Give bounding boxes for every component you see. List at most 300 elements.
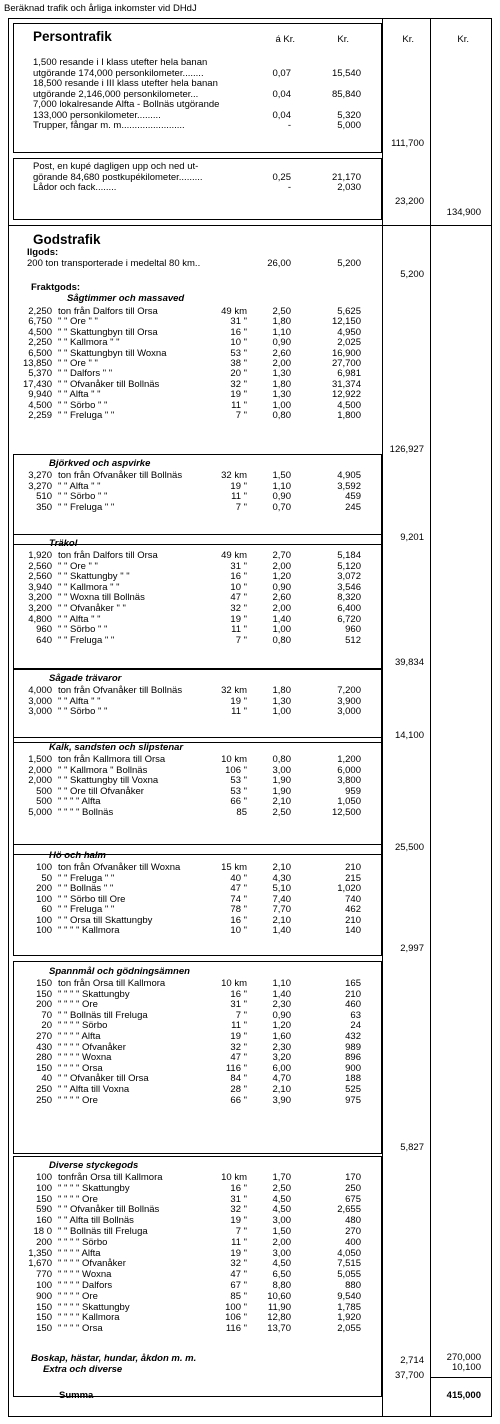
goods-row-desc: " " Freluga " " [58, 634, 115, 646]
goods-group-title: Hö och halm [49, 850, 107, 861]
goods-row-km: 53 " [230, 347, 247, 359]
goods-row-desc: " " Bollnäs till Freluga [58, 1009, 148, 1021]
ilgods-line: 200 ton transporterade i medeltal 80 km.. [27, 258, 201, 269]
goods-row-desc: " " " " Woxna [58, 1269, 112, 1281]
goods-row-km: 10 km [221, 978, 247, 989]
goods-row-km: 10 " [230, 337, 247, 349]
goods-row-km: 106 " [225, 1312, 247, 1324]
person-rate-kr: 85,840 [331, 88, 361, 100]
goods-row-ton: 150 [36, 978, 52, 989]
goods-row-a: 1,00 [272, 399, 291, 411]
goods-row-ton: 4,800 [28, 613, 52, 625]
goods-row-kr: 12,500 [331, 807, 361, 818]
goods-group-subtotal: 37,700 [394, 1370, 424, 1381]
goods-row-ton: 2,560 [28, 560, 52, 572]
goods-row-kr: 462 [345, 904, 361, 915]
goods-row-kr: 989 [345, 1041, 361, 1053]
goods-row-km: 53 " [230, 775, 247, 787]
goods-row-kr: 245 [345, 501, 361, 513]
goods-row-km: 19 " [230, 613, 247, 625]
goods-row-desc: ton från Dalfors till Orsa [58, 306, 158, 317]
goods-row-ton: 9,940 [28, 389, 52, 401]
goods-group-subtotal: 2,997 [400, 943, 424, 954]
goods-row-desc: " " Orsa till Skattungby [58, 914, 153, 926]
goods-title: Godstrafik [33, 232, 101, 247]
post-rate-a: - [287, 182, 291, 193]
goods-row-ton: 4,500 [28, 399, 52, 411]
goods-row-km: 100 " [225, 1301, 247, 1313]
goods-row-kr: 2,025 [337, 337, 361, 349]
goods-row-ton: 280 [36, 1052, 52, 1064]
goods-row-km: 47 " [230, 883, 247, 894]
goods-row-km: 19 " [230, 695, 247, 707]
goods-row-a: 2,10 [272, 1084, 291, 1095]
ilgods-a: 26,00 [267, 258, 291, 269]
goods-row-a: 4,50 [272, 1193, 291, 1205]
summa-rule [430, 1377, 491, 1378]
goods-row-a: 1,40 [272, 925, 291, 936]
goods-row-desc: " " Ore " " [58, 358, 98, 369]
goods-row-kr: 5,120 [337, 560, 361, 572]
goods-row-kr: 5,184 [337, 550, 361, 561]
goods-row-desc: " " " " Ofvanåker [58, 1258, 126, 1270]
goods-row-a: 12,80 [267, 1312, 291, 1324]
goods-row-kr: 188 [345, 1073, 361, 1085]
person-rate-kr: 15,540 [331, 67, 361, 79]
goods-row-kr: 1,920 [337, 1312, 361, 1324]
post-rate-a: 0,25 [272, 171, 291, 183]
goods-row-desc: " " " " Sörbo [58, 1020, 108, 1032]
goods-row-kr: 4,500 [337, 399, 361, 411]
goods-row-a: 8,80 [272, 1280, 291, 1291]
goods-row-kr: 7,515 [337, 1258, 361, 1270]
goods-row-a: 1,80 [272, 378, 291, 390]
goods-row-desc: ton från Kallmora till Orsa [58, 754, 166, 765]
goods-row-kr: 1,785 [337, 1301, 361, 1313]
goods-row-km: 11 " [231, 399, 247, 411]
goods-row-ton: 2,000 [28, 775, 52, 787]
goods-row-ton: 5,000 [28, 807, 52, 818]
goods-row-kr: 1,200 [337, 754, 361, 765]
goods-row-a: 2,00 [272, 560, 291, 572]
goods-row-desc: " " Skattungby till Voxna [58, 775, 159, 787]
goods-row-a: 2,10 [272, 796, 291, 808]
goods-row-desc: " " Kallmora " " [58, 581, 120, 593]
goods-row-desc: tonfrån Orsa till Kallmora [58, 1172, 163, 1183]
person-line: utgörande 2,146,000 personkilometer... [33, 88, 199, 100]
goods-row-desc: " " " " Skattungby [58, 988, 130, 1000]
goods-row-kr: 3,900 [337, 695, 361, 707]
goods-row-a: 6,00 [272, 1062, 291, 1074]
goods-row-desc: " " Freluga " " [58, 501, 115, 513]
goods-row-kr: 900 [345, 1062, 361, 1074]
goods-row-ton: 2,560 [28, 571, 52, 583]
goods-row-desc: " " Skattungbyn till Orsa [58, 326, 158, 338]
goods-row-a: 1,10 [272, 480, 291, 492]
goods-row-a: 2,70 [272, 550, 291, 561]
goods-row-ton: 2,250 [28, 306, 52, 317]
person-line: 133,000 personkilometer......... [33, 109, 161, 121]
goods-row-desc: " " Bollnäs till Freluga [58, 1226, 148, 1237]
goods-row-a: 2,50 [272, 306, 291, 317]
goods-row-ton: 1,500 [28, 754, 52, 765]
goods-row-ton: 960 [36, 624, 52, 636]
goods-row-a: 1,30 [272, 368, 291, 380]
goods-group-subtotal: 5,827 [400, 1142, 424, 1153]
goods-row-km: 32 " [230, 378, 247, 390]
goods-row-ton: 1,350 [28, 1247, 52, 1259]
goods-row-a: 3,00 [272, 1215, 291, 1227]
goods-row-a: 0,90 [272, 581, 291, 593]
goods-row-desc: ton från Ofvanåker till Woxna [58, 862, 181, 873]
goods-row-km: 116 " [225, 1062, 247, 1074]
goods-row-ton: 18 0 [33, 1226, 52, 1237]
goods-row-desc: " " Alfta " " [58, 389, 101, 401]
goods-row-ton: 2,250 [28, 337, 52, 349]
goods-row-kr: 6,981 [337, 368, 361, 380]
person-title: Persontrafik [33, 29, 112, 44]
goods-row-ton: 1,920 [28, 550, 52, 561]
goods-row-kr: 12,150 [331, 316, 361, 328]
goods-row-km: 84 " [230, 1073, 247, 1085]
goods-row-km: 19 " [230, 480, 247, 492]
post-rate-kr: 21,170 [331, 171, 361, 183]
goods-row-desc: " " Kallmora " Bollnäs [58, 764, 148, 776]
goods-row-kr: 8,320 [337, 592, 361, 604]
goods-row-ton: 510 [36, 491, 52, 502]
goods-group-title: Björkved och aspvirke [49, 458, 151, 469]
goods-total: 270,000 [446, 1352, 481, 1363]
goods-row-desc: " " " " Skattungby [58, 1301, 130, 1313]
goods-row-kr: 12,922 [331, 389, 361, 401]
ilgods-kr: 5,200 [337, 258, 361, 269]
goods-group-title: Kalk, sandsten och slipstenar [49, 742, 184, 753]
person-line: 7,000 lokalresande Alfta - Bollnäs utgörande [33, 99, 220, 110]
ilgods-label: Ilgods: [27, 247, 59, 258]
goods-row-kr: 400 [345, 1236, 361, 1248]
goods-row-kr: 170 [345, 1172, 361, 1183]
goods-row-ton: 6,500 [28, 347, 52, 359]
goods-row-a: 3,00 [272, 1247, 291, 1259]
goods-row-kr: 432 [345, 1031, 361, 1042]
header-a-kr: á Kr. [275, 34, 295, 45]
goods-row-kr: 140 [345, 925, 361, 936]
goods-row-ton: 500 [36, 796, 52, 808]
goods-row-ton: 100 [36, 914, 52, 926]
goods-row-a: 7,70 [272, 904, 291, 915]
goods-row-km: 106 " [225, 764, 247, 776]
goods-row-a: 0,90 [272, 491, 291, 502]
goods-row-kr: 24 [350, 1020, 361, 1032]
goods-row-a: 4,50 [272, 1204, 291, 1216]
goods-row-km: 11 " [231, 491, 247, 502]
goods-row-km: 66 " [230, 796, 247, 808]
goods-row-desc: " " Alfta " " [58, 695, 101, 707]
summa-value: 415,000 [446, 1390, 481, 1401]
goods-row-desc: ton från Dalfors till Orsa [58, 550, 158, 561]
goods-row-desc: " " Sörbo " " [58, 399, 108, 411]
goods-row-km: 20 " [230, 368, 247, 380]
goods-row-desc: " " " " Alfta [58, 1247, 101, 1259]
goods-row-ton: 3,200 [28, 603, 52, 614]
goods-row-km: 19 " [230, 1215, 247, 1227]
goods-row-kr: 9,540 [337, 1290, 361, 1302]
goods-row-a: 0,80 [272, 754, 291, 765]
goods-row-desc: " " " " Kallmora [58, 1312, 120, 1324]
goods-row-km: 47 " [230, 1269, 247, 1281]
goods-row-desc: " " " " Bollnäs [58, 807, 114, 818]
goods-row-a: 2,30 [272, 999, 291, 1011]
goods-row-kr: 4,905 [337, 470, 361, 481]
goods-row-kr: 6,400 [337, 603, 361, 614]
goods-row-desc: ton från Orsa till Kallmora [58, 978, 166, 989]
goods-row-kr: 210 [345, 914, 361, 926]
goods-row-a: 0,90 [272, 337, 291, 349]
post-line: Post, en kupé dagligen upp och ned ut- [33, 161, 199, 172]
goods-row-ton: 2,000 [28, 764, 52, 776]
goods-group-title: Sågade trävaror [49, 673, 122, 684]
goods-row-ton: 3,000 [28, 695, 52, 707]
goods-row-a: 0,80 [272, 634, 291, 646]
post-subtotal: 23,200 [394, 196, 424, 207]
goods-row-km: 7 " [235, 634, 247, 646]
goods-row-kr: 3,000 [337, 706, 361, 717]
goods-row-ton: 250 [36, 1094, 52, 1106]
goods-row-a: 1,00 [272, 706, 291, 717]
goods-row-desc: " " Alfta till Bollnäs [58, 1215, 134, 1227]
post-line: görande 84,680 postkupékilometer......... [33, 171, 203, 183]
column-rule-1 [382, 19, 383, 1416]
goods-row-ton: 100 [36, 1280, 52, 1291]
goods-row-desc: " " Ore till Ofvanåker [58, 785, 144, 797]
goods-row-desc: " " Freluga " " [58, 904, 115, 915]
header-kr-3: Kr. [457, 34, 469, 45]
goods-row-kr: 6,000 [337, 764, 361, 776]
goods-row-a: 2,50 [272, 807, 291, 818]
goods-row-kr: 740 [345, 893, 361, 905]
goods-row-a: 1,90 [272, 775, 291, 787]
goods-row-a: 2,10 [272, 914, 291, 926]
goods-row-km: 32 km [221, 470, 247, 481]
goods-row-km: 32 " [230, 1204, 247, 1216]
goods-row-desc: " " " " Ore [58, 999, 98, 1011]
goods-row-ton: 100 [36, 893, 52, 905]
goods-row-kr: 31,374 [331, 378, 361, 390]
goods-row-kr: 250 [345, 1182, 361, 1194]
goods-row-desc: " " Ofvanåker till Orsa [58, 1073, 149, 1085]
goods-row-km: 16 " [230, 988, 247, 1000]
goods-row-km: 7 " [235, 410, 247, 421]
person-rate-a: - [287, 120, 291, 131]
goods-row-ton: 350 [36, 501, 52, 513]
goods-row-ton: 770 [36, 1269, 52, 1281]
goods-row-desc: " " Woxna till Bollnäs [58, 592, 145, 604]
goods-row-a: 2,10 [272, 862, 291, 873]
ledger-table [8, 18, 492, 1417]
goods-row-km: 11 " [231, 706, 247, 717]
boskap-label: Boskap, hästar, hundar, åkdon m. m. [31, 1353, 197, 1364]
goods-row-a: 4,70 [272, 1073, 291, 1085]
goods-row-km: 85 [236, 807, 247, 818]
section-divider [9, 225, 491, 226]
goods-row-kr: 1,800 [337, 410, 361, 421]
goods-row-kr: 6,720 [337, 613, 361, 625]
goods-row-ton: 640 [36, 634, 52, 646]
goods-row-desc: " " Sörbo till Ore [58, 893, 126, 905]
goods-row-ton: 3,000 [28, 706, 52, 717]
goods-row-ton: 270 [36, 1031, 52, 1042]
goods-row-km: 31 " [230, 999, 247, 1011]
goods-row-kr: 3,592 [337, 480, 361, 492]
goods-row-km: 31 " [230, 560, 247, 572]
goods-row-ton: 2,259 [28, 410, 52, 421]
goods-row-desc: " " " " Woxna [58, 1052, 112, 1064]
goods-row-km: 10 " [230, 581, 247, 593]
goods-row-a: 1,70 [272, 1172, 291, 1183]
summa-label: Summa [59, 1390, 94, 1401]
goods-row-desc: " " Freluga " " [58, 410, 115, 421]
goods-row-a: 2,00 [272, 1236, 291, 1248]
goods-row-km: 49 km [221, 306, 247, 317]
goods-row-a: 1,90 [272, 785, 291, 797]
person-line: 1,500 resande i I klass utefter hela banan [33, 57, 208, 68]
post-rate-kr: 2,030 [337, 182, 361, 193]
person-rate-kr: 5,000 [337, 120, 361, 131]
goods-row-km: 10 " [230, 925, 247, 936]
ilgods-subtotal: 5,200 [400, 269, 424, 280]
goods-row-km: 10 km [221, 754, 247, 765]
goods-row-kr: 5,055 [337, 1269, 361, 1281]
goods-row-a: 1,50 [272, 470, 291, 481]
goods-row-km: 32 km [221, 685, 247, 696]
goods-row-ton: 900 [36, 1290, 52, 1302]
goods-row-a: 1,40 [272, 988, 291, 1000]
goods-row-a: 13,70 [267, 1323, 291, 1335]
goods-row-ton: 200 [36, 883, 52, 894]
goods-row-ton: 100 [36, 925, 52, 936]
goods-row-a: 4,30 [272, 872, 291, 884]
fraktgods-label: Fraktgods: [31, 282, 81, 293]
goods-row-desc: " " Sörbo " " [58, 624, 108, 636]
goods-row-km: 19 " [230, 389, 247, 401]
goods-row-km: 16 " [230, 1182, 247, 1194]
goods-group-title: Sågtimmer och massaved [67, 293, 185, 304]
header-kr-1: Kr. [337, 34, 349, 45]
extra-value: 10,100 [451, 1362, 481, 1373]
goods-group-title: Diverse styckegods [49, 1160, 139, 1171]
goods-row-desc: " " Skattungbyn till Woxna [58, 347, 167, 359]
goods-row-a: 0,80 [272, 410, 291, 421]
goods-row-desc: " " Sörbo " " [58, 491, 108, 502]
goods-row-ton: 3,200 [28, 592, 52, 604]
column-rule-2 [430, 19, 431, 1416]
goods-row-desc: " " Ofvanåker " " [58, 603, 126, 614]
goods-row-kr: 675 [345, 1193, 361, 1205]
goods-row-ton: 3,270 [28, 470, 52, 481]
goods-row-km: 53 " [230, 785, 247, 797]
goods-row-desc: " " " " Ore [58, 1290, 98, 1302]
goods-row-km: 16 " [230, 326, 247, 338]
goods-row-a: 5,10 [272, 883, 291, 894]
goods-row-desc: " " " " Skattungby [58, 1182, 130, 1194]
goods-row-a: 2,00 [272, 358, 291, 369]
person-total: 134,900 [446, 207, 481, 218]
goods-row-ton: 1,670 [28, 1258, 52, 1270]
goods-row-ton: 500 [36, 785, 52, 797]
boskap-value: 2,714 [400, 1355, 424, 1366]
goods-row-a: 6,50 [272, 1269, 291, 1281]
goods-row-desc: " " Dalfors " " [58, 368, 113, 380]
post-line: Lådor och fack........ [33, 182, 117, 193]
goods-row-desc: " " Sörbo " " [58, 706, 108, 717]
goods-row-kr: 480 [345, 1215, 361, 1227]
goods-row-km: 31 " [230, 1193, 247, 1205]
goods-row-ton: 250 [36, 1084, 52, 1095]
goods-row-desc: " " Ore " " [58, 316, 98, 328]
goods-row-kr: 4,950 [337, 326, 361, 338]
goods-row-km: 31 " [230, 316, 247, 328]
goods-row-a: 1,40 [272, 613, 291, 625]
goods-row-a: 2,00 [272, 603, 291, 614]
goods-row-kr: 63 [350, 1009, 361, 1021]
goods-row-ton: 150 [36, 1323, 52, 1335]
goods-row-ton: 50 [41, 872, 52, 884]
person-rate-a: 0,04 [272, 109, 291, 121]
goods-row-desc: " " Kallmora " " [58, 337, 120, 349]
goods-row-kr: 896 [345, 1052, 361, 1064]
goods-row-kr: 960 [345, 624, 361, 636]
goods-row-ton: 4,500 [28, 326, 52, 338]
goods-row-ton: 13,850 [22, 358, 52, 369]
goods-row-kr: 215 [345, 872, 361, 884]
goods-row-desc: " " Freluga " " [58, 872, 115, 884]
goods-row-ton: 100 [36, 862, 52, 873]
goods-row-desc: " " " " Orsa [58, 1062, 103, 1074]
goods-row-km: 32 " [230, 1041, 247, 1053]
person-subtotal: 111,700 [391, 138, 424, 149]
goods-row-desc: " " " " Ofvanåker [58, 1041, 126, 1053]
goods-row-km: 85 " [230, 1290, 247, 1302]
goods-row-a: 2,60 [272, 592, 291, 604]
goods-row-km: 11 " [231, 1020, 247, 1032]
goods-row-a: 1,80 [272, 685, 291, 696]
goods-row-desc: " " Bollnäs " " [58, 883, 114, 894]
goods-row-km: 78 " [230, 904, 247, 915]
goods-row-km: 47 " [230, 592, 247, 604]
goods-row-a: 4,50 [272, 1258, 291, 1270]
goods-row-ton: 200 [36, 1236, 52, 1248]
goods-row-a: 1,30 [272, 389, 291, 401]
person-line: Trupper, fångar m. m........................ [33, 120, 185, 131]
goods-row-kr: 3,072 [337, 571, 361, 583]
goods-row-a: 7,40 [272, 893, 291, 905]
goods-row-km: 19 " [230, 1247, 247, 1259]
goods-row-desc: " " Alfta " " [58, 480, 101, 492]
goods-row-km: 49 km [221, 550, 247, 561]
goods-row-ton: 100 [36, 1172, 52, 1183]
goods-row-km: 32 " [230, 1258, 247, 1270]
goods-row-desc: " " Ore " " [58, 560, 98, 572]
goods-row-ton: 70 [41, 1009, 52, 1021]
goods-row-ton: 20 [41, 1020, 52, 1032]
person-rate-a: 0,07 [272, 67, 291, 79]
goods-row-km: 19 " [230, 1031, 247, 1042]
goods-row-ton: 150 [36, 1301, 52, 1313]
goods-group-title: Spannmål och gödningsämnen [49, 966, 190, 977]
goods-row-a: 1,80 [272, 316, 291, 328]
person-rate-kr: 5,320 [337, 109, 361, 121]
goods-row-km: 10 km [221, 1172, 247, 1183]
